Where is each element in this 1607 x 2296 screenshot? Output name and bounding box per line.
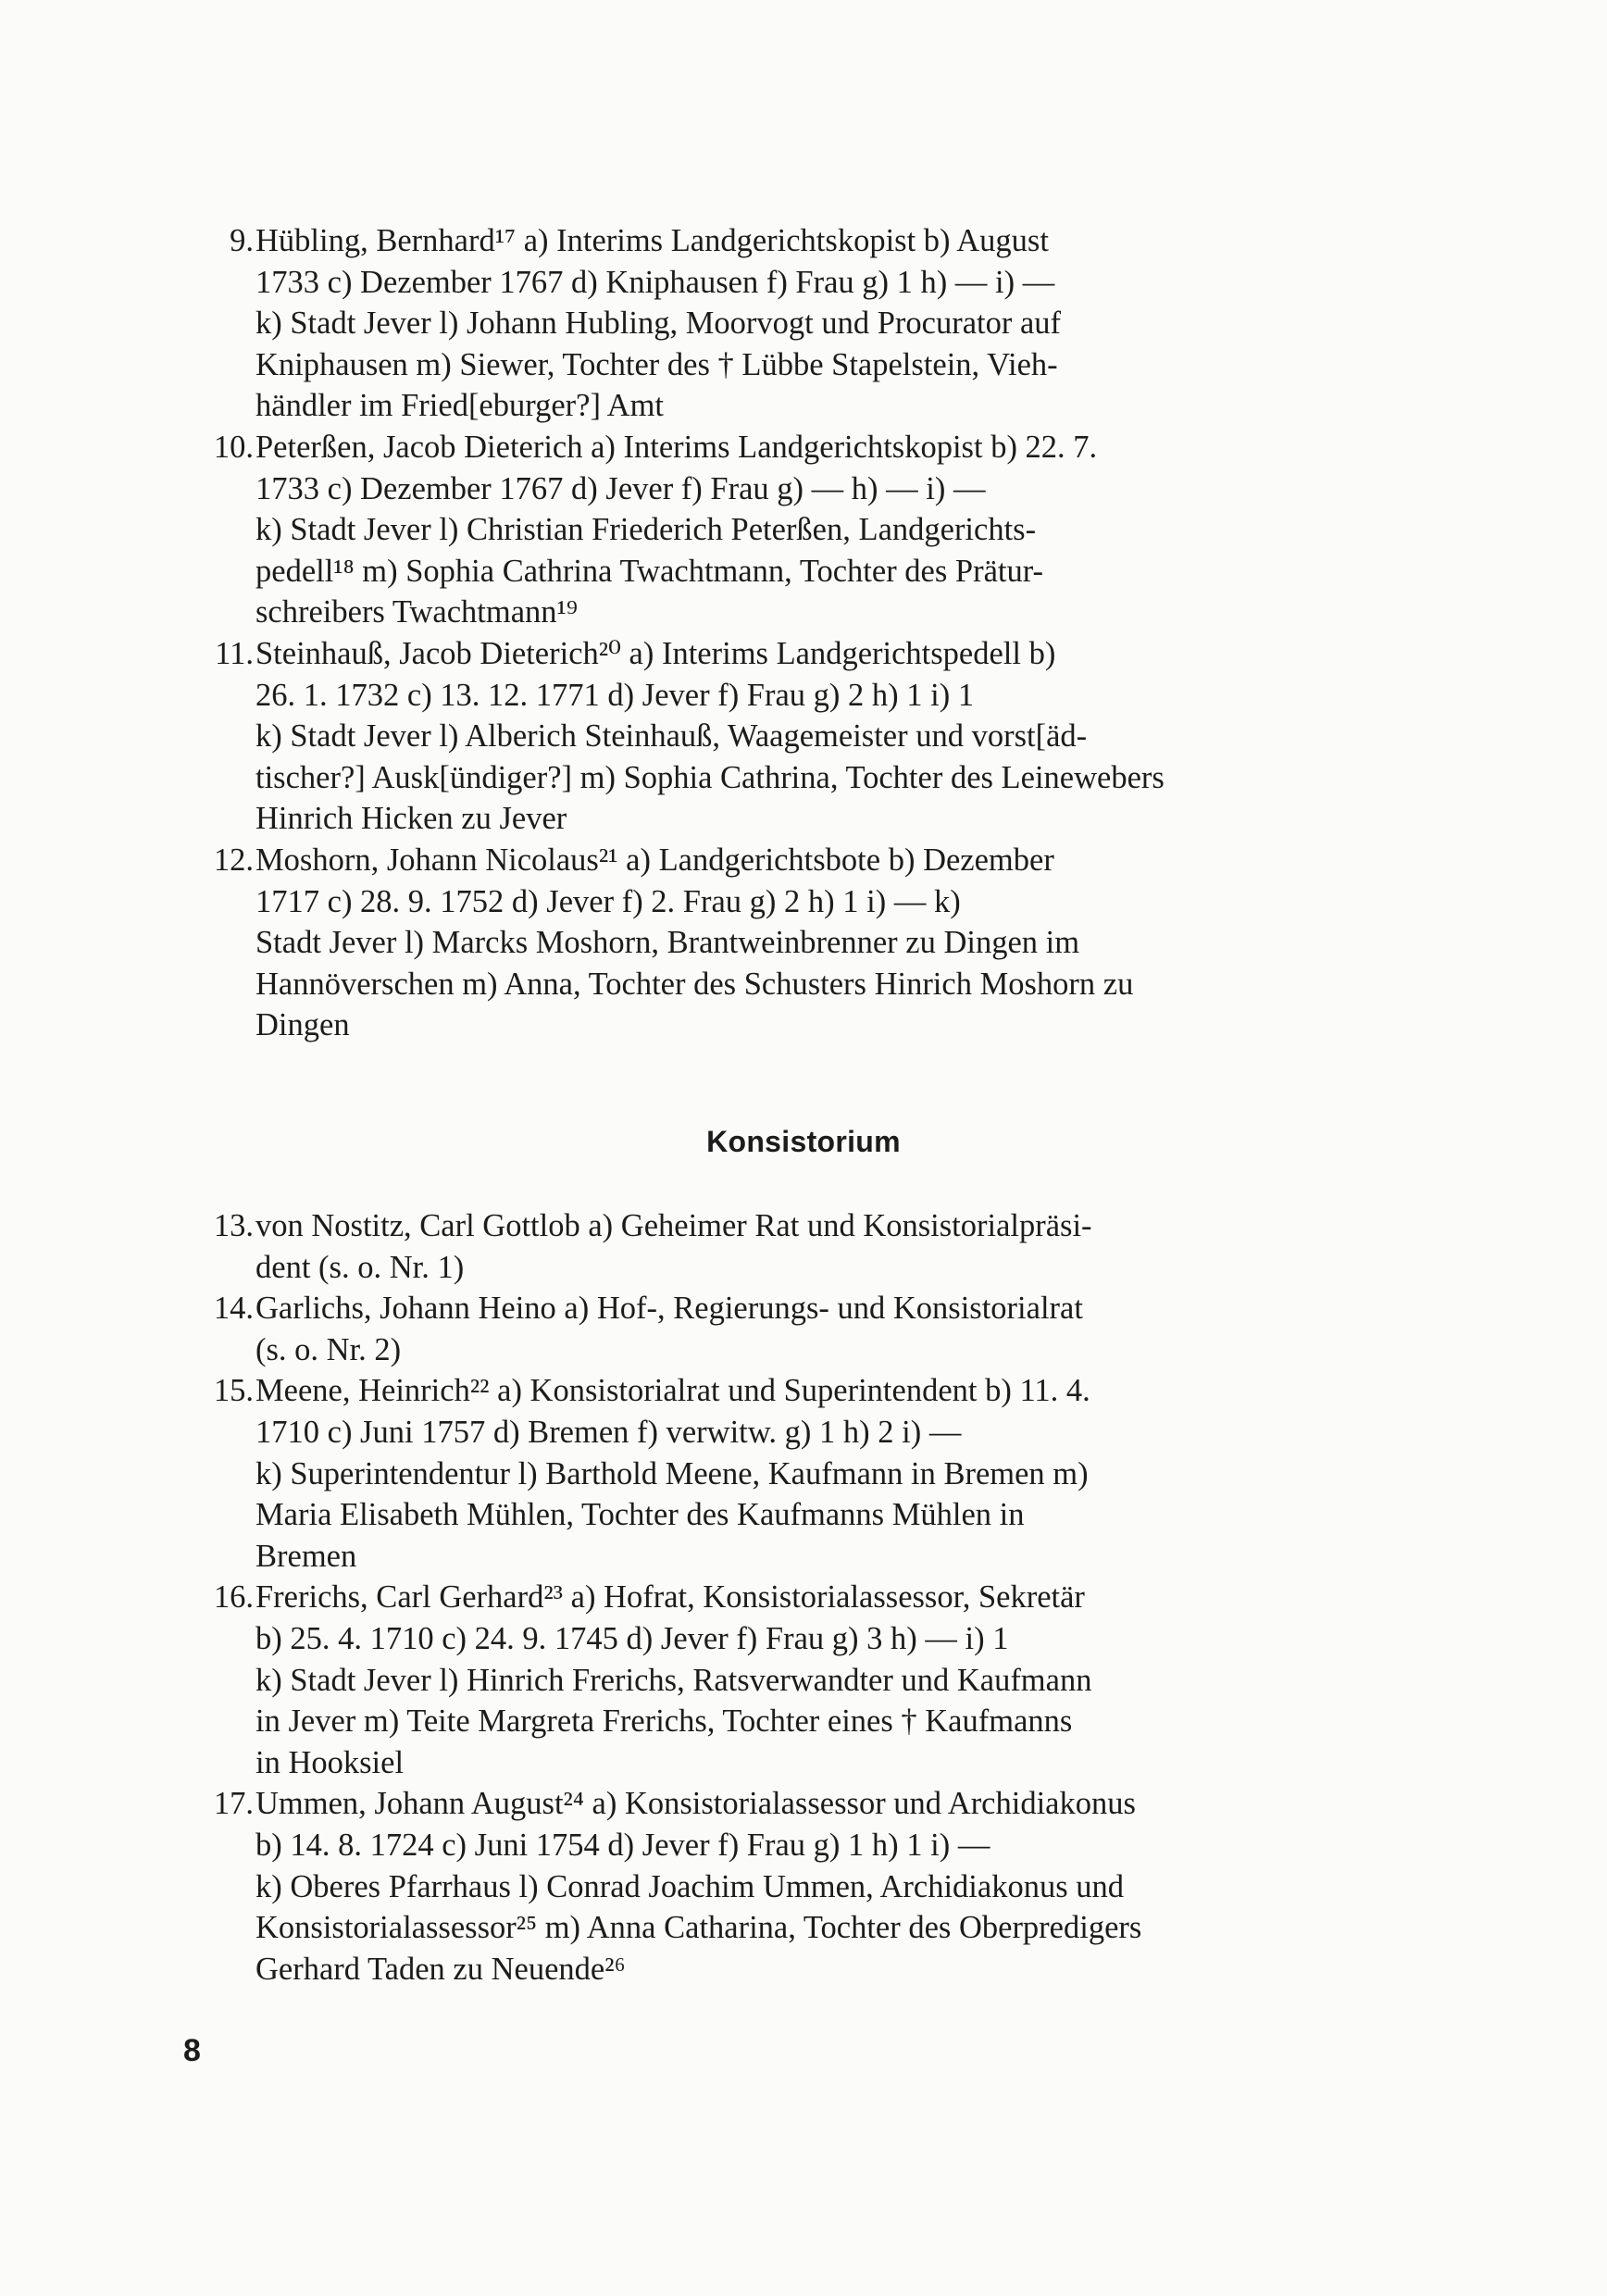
entry-number: 11.	[215, 636, 254, 671]
entry-line: k) Oberes Pfarrhaus l) Conrad Joachim Ummen, Archidiakonus und	[255, 1868, 1125, 1904]
entry-line: k) Stadt Jever l) Christian Friederich Peterßen, Landgerichts-	[255, 512, 1037, 548]
entry-line: in Hooksiel	[255, 1744, 405, 1780]
entry-line: Hinrich Hicken zu Jever	[255, 801, 567, 837]
entry-line: in Jever m) Teite Margreta Frerichs, Tochter eines † Kaufmanns	[255, 1703, 1073, 1740]
entry	[194, 1577, 1426, 1783]
entry-line: k) Stadt Jever l) Hinrich Frerichs, Ratsverwandter und Kaufmann	[255, 1662, 1092, 1698]
entry-line: 1733 c) Dezember 1767 d) Jever f) Frau g) — h) — i) —	[255, 470, 986, 506]
entry-line: von Nostitz, Carl Gottlob a) Geheimer Rat und Konsistorialpräsi-	[255, 1208, 1092, 1243]
entry-line: Bremen	[255, 1538, 357, 1574]
entry-line: Stadt Jever l) Marcks Moshorn, Brantweinbrenner zu Dingen im	[255, 925, 1080, 961]
entry	[194, 1288, 1426, 1370]
entry-line: Hübling, Bernhard¹⁷ a) Interims Landgerichtskopist b) August	[255, 223, 1049, 258]
entry-line: Kniphausen m) Siewer, Tochter des † Lübbe Stapelstein, Vieh-	[255, 346, 1058, 382]
entry-line: Ummen, Johann August²⁴ a) Konsistorialassessor und Archidiakonus	[255, 1786, 1136, 1822]
entry	[194, 633, 1426, 840]
entry-line: Gerhard Taden zu Neuende²⁶	[255, 1951, 626, 1987]
entry-line: 26. 1. 1732 c) 13. 12. 1771 d) Jever f) Frau g) 2 h) 1 i) 1	[255, 677, 975, 713]
entry	[194, 220, 1426, 427]
page-number: 8	[183, 2033, 201, 2068]
entry-line: 1717 c) 28. 9. 1752 d) Jever f) 2. Frau g) 2 h) 1 i) — k)	[255, 883, 961, 919]
entry-line: b) 14. 8. 1724 c) Juni 1754 d) Jever f) Frau g) 1 h) 1 i) —	[255, 1827, 990, 1863]
entry	[194, 1370, 1426, 1577]
entry-line: Hannöverschen m) Anna, Tochter des Schusters Hinrich Moshorn zu	[255, 966, 1134, 1002]
entry-number: 13.	[213, 1208, 254, 1243]
entry-line: Frerichs, Carl Gerhard²³ a) Hofrat, Konsistorialassessor, Sekretär	[255, 1579, 1085, 1616]
entry-line: Steinhauß, Jacob Dieterich²⁰ a) Interims Landgerichtspedell b)	[255, 636, 1056, 671]
entry-line: 1710 c) Juni 1757 d) Bremen f) verwitw. g) 1 h) 2 i) —	[255, 1414, 962, 1450]
entry	[194, 427, 1426, 633]
entry-number: 17.	[213, 1786, 254, 1822]
entry	[194, 840, 1426, 1046]
entry-line: 1733 c) Dezember 1767 d) Kniphausen f) Frau g) 1 h) — i) —	[255, 264, 1055, 300]
entry-line: b) 25. 4. 1710 c) 24. 9. 1745 d) Jever f) Frau g) 3 h) — i) 1	[255, 1620, 1009, 1656]
entry-number: 14.	[213, 1291, 254, 1327]
section-title: Konsistorium	[706, 1125, 901, 1158]
entry	[194, 1205, 1426, 1288]
entry-line: dent (s. o. Nr. 1)	[255, 1249, 465, 1285]
entry	[194, 1783, 1426, 1990]
entry-number: 16.	[213, 1579, 254, 1616]
entry-line: schreibers Twachtmann¹⁹	[255, 594, 578, 630]
entry-line: Meene, Heinrich²² a) Konsistorialrat und Superintendent b) 11. 4.	[255, 1373, 1090, 1409]
entry-line: tischer?] Ausk[ündiger?] m) Sophia Cathrina, Tochter des Leinewebers	[255, 759, 1165, 795]
entry-line: k) Stadt Jever l) Johann Hubling, Moorvogt und Procurator auf	[255, 306, 1062, 342]
entry-line: Peterßen, Jacob Dieterich a) Interims Landgerichtskopist b) 22. 7.	[255, 430, 1098, 465]
entry-line: (s. o. Nr. 2)	[255, 1331, 402, 1367]
entry-number: 12.	[213, 842, 254, 878]
entry-number: 9.	[230, 223, 254, 258]
entry-line: Konsistorialassessor²⁵ m) Anna Catharina, Tochter des Oberpredigers	[255, 1910, 1142, 1946]
entry-line: k) Stadt Jever l) Alberich Steinhauß, Waagemeister und vorst[äd-	[255, 718, 1088, 755]
entry-line: Moshorn, Johann Nicolaus²¹ a) Landgerichtsbote b) Dezember	[255, 842, 1054, 878]
entry-number: 15.	[213, 1373, 254, 1409]
entry-number: 10.	[213, 430, 254, 465]
entry-line: Dingen	[255, 1007, 350, 1043]
entry-line: k) Superintendentur l) Barthold Meene, Kaufmann in Bremen m)	[255, 1455, 1089, 1491]
entry-line: pedell¹⁸ m) Sophia Cathrina Twachtmann, Tochter des Prätur-	[255, 553, 1044, 589]
entry-line: Maria Elisabeth Mühlen, Tochter des Kaufmanns Mühlen in	[255, 1497, 1025, 1533]
entry-line: händler im Fried[eburger?] Amt	[255, 388, 665, 424]
entry-line: Garlichs, Johann Heino a) Hof-, Regierungs- und Konsistorialrat	[255, 1291, 1083, 1327]
